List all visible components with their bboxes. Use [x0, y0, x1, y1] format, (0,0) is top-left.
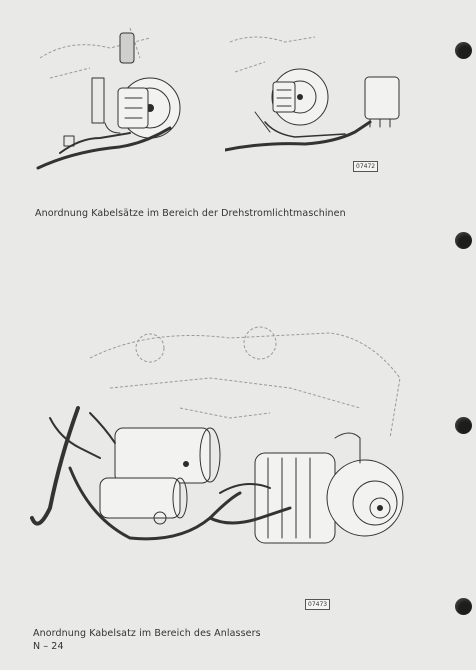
top-figure-caption: Anordnung Kabelsätze im Bereich der Drehstromlichtmaschinen: [35, 208, 346, 219]
binder-hole: [455, 42, 472, 59]
alternator-wiring-illustration-left: [30, 18, 195, 178]
bottom-figure-ref-number: 07473: [305, 599, 330, 610]
top-figure-ref-number: 07472: [353, 161, 378, 172]
binder-hole: [455, 417, 472, 434]
starter-wiring-illustration: [30, 318, 420, 568]
page-number: N – 24: [33, 641, 64, 652]
bottom-figure-caption: Anordnung Kabelsatz im Bereich des Anlassers: [33, 628, 261, 639]
binder-hole: [455, 598, 472, 615]
alternator-wiring-illustration-right: [225, 22, 405, 172]
binder-hole: [455, 232, 472, 249]
